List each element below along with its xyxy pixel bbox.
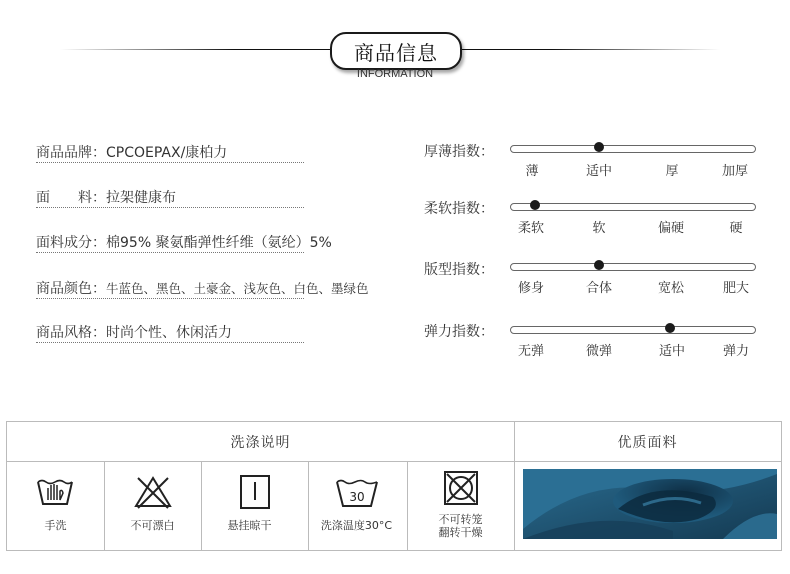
care-item-wash-temp	[308, 462, 405, 551]
page-subtitle: INFORMATION	[356, 68, 434, 80]
index-knob	[594, 260, 604, 270]
index-tick: 柔软	[517, 221, 545, 236]
washing-header: 洗涤说明	[7, 422, 514, 462]
index-label-thickness: 厚薄指数：	[424, 144, 494, 160]
index-tick: 适中	[658, 344, 686, 359]
fabric-photo	[523, 469, 777, 539]
info-row-colors	[36, 278, 369, 299]
table-divider	[514, 422, 515, 550]
wash-temp-value: 30	[349, 490, 365, 504]
index-tick: 厚	[665, 164, 679, 179]
index-tick: 适中	[585, 164, 613, 179]
care-item-hang-dry	[201, 462, 298, 551]
info-label: 面料成分：	[36, 235, 106, 251]
info-value: 时尚个性、休闲活力	[106, 325, 232, 341]
info-value: CPCOEPAX/康柏力	[106, 145, 228, 161]
info-row-fabric	[36, 187, 304, 208]
index-tick: 修身	[517, 281, 545, 296]
index-tick: 合体	[585, 281, 613, 296]
no-bleach-icon	[133, 474, 173, 510]
care-caption: 手洗	[44, 519, 67, 532]
header-divider-right	[440, 49, 720, 50]
index-tick: 宽松	[657, 281, 685, 296]
index-track-thickness	[510, 145, 756, 153]
index-track-softness	[510, 203, 756, 211]
index-tick: 微弹	[585, 344, 613, 359]
care-caption: 悬挂晾干	[227, 519, 272, 532]
info-row-brand	[36, 142, 304, 163]
info-row-composition	[36, 232, 332, 253]
index-label-softness: 柔软指数：	[424, 201, 494, 217]
care-item-no-tumble-dry	[407, 462, 514, 551]
index-knob	[594, 142, 604, 152]
care-item-hand-wash	[7, 462, 104, 551]
hang-dry-icon	[235, 474, 275, 510]
index-track-elasticity	[510, 326, 756, 334]
index-knob	[665, 323, 675, 333]
header-divider-left	[60, 49, 350, 50]
care-item-no-bleach	[104, 462, 201, 551]
index-tick: 弹力	[722, 344, 750, 359]
care-caption: 洗涤温度30°C	[320, 519, 393, 532]
index-knob	[530, 200, 540, 210]
index-tick: 硬	[729, 221, 743, 236]
hand-wash-icon	[36, 474, 74, 510]
index-label-fit: 版型指数：	[424, 262, 494, 278]
info-row-style	[36, 322, 304, 343]
fabric-swatch-image	[523, 469, 777, 539]
wash-temp-icon	[335, 474, 379, 510]
info-value: 棉95% 聚氨酯弹性纤维（氨纶）5%	[106, 235, 332, 251]
care-caption: 不可转笼 翻转干燥	[438, 513, 483, 539]
info-label: 商品品牌：	[36, 145, 106, 161]
fabric-header: 优质面料	[514, 422, 781, 462]
care-caption: 不可漂白	[130, 519, 175, 532]
index-tick: 偏硬	[657, 221, 685, 236]
info-value: 牛蓝色、黑色、土豪金、浅灰色、白色、墨绿色	[106, 281, 369, 296]
page-title: 商品信息	[354, 40, 438, 65]
info-label: 商品风格：	[36, 325, 106, 341]
index-tick: 薄	[525, 164, 539, 179]
info-label: 商品颜色：	[36, 281, 106, 297]
header-badge	[330, 32, 462, 70]
index-tick: 加厚	[721, 164, 749, 179]
index-label-elasticity: 弹力指数：	[424, 324, 494, 340]
info-label: 面 料：	[36, 190, 106, 206]
info-value: 拉架健康布	[106, 190, 176, 206]
index-tick: 肥大	[722, 281, 750, 296]
index-tick: 无弹	[517, 344, 545, 359]
no-tumble-dry-icon	[441, 470, 481, 506]
index-track-fit	[510, 263, 756, 271]
index-tick: 软	[592, 221, 606, 236]
